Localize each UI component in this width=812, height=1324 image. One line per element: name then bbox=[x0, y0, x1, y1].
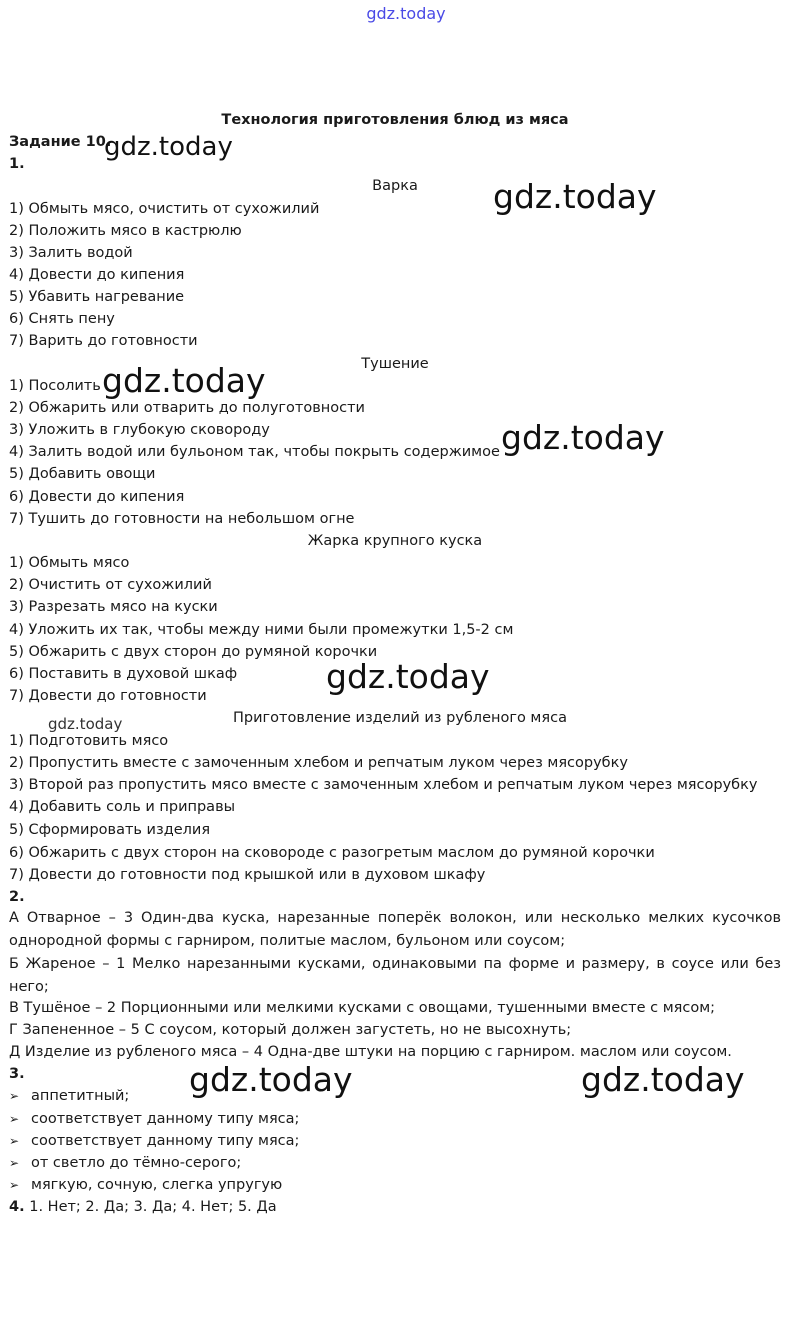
list-item bbox=[9, 1108, 299, 1130]
answer-4-text: 1. Нет; 2. Да; 3. Да; 4. Нет; 5. Да bbox=[29, 1199, 277, 1215]
question-2-label: 2. bbox=[9, 889, 25, 905]
list-item: 3) Залить водой bbox=[9, 245, 133, 261]
list-item: 3) Второй раз пропустить мясо вместе с замоченным хлебом и репчатым луком через мясорубку bbox=[9, 777, 758, 793]
page-title: Технология приготовления блюд из мяса bbox=[221, 112, 569, 128]
answer-2-a: А Отварное – 3 Один-два куска, нарезанные поперёк волокон, или несколько мелких кусочков однородной формы с гарниром, политые маслом, бульоном или соусом; bbox=[9, 910, 781, 949]
section-heading-boiling: Варка bbox=[372, 178, 418, 194]
bullet-text: от светло до тёмно-серого; bbox=[31, 1155, 242, 1171]
question-1-label: 1. bbox=[9, 156, 25, 172]
list-item bbox=[9, 1085, 129, 1107]
arrow-bullet-icon: ➢ bbox=[9, 1178, 20, 1192]
watermark: gdz.today bbox=[493, 177, 657, 216]
watermark: gdz.today bbox=[48, 715, 123, 733]
list-item: 7) Варить до готовности bbox=[9, 333, 198, 349]
bullet-text: аппетитный; bbox=[31, 1088, 130, 1104]
list-item: 6) Довести до кипения bbox=[9, 489, 185, 505]
list-item: 1) Подготовить мясо bbox=[9, 733, 169, 749]
section-heading-minced: Приготовление изделий из рубленого мяса bbox=[233, 710, 567, 726]
bullet-text: соответствует данному типу мяса; bbox=[31, 1133, 300, 1149]
list-item: 7) Тушить до готовности на небольшом огне bbox=[9, 511, 355, 527]
list-item: 1) Обмыть мясо, очистить от сухожилий bbox=[9, 201, 320, 217]
task-label: Задание 10. bbox=[9, 134, 112, 150]
list-item: 7) Довести до готовности bbox=[9, 688, 207, 704]
list-item: 4) Уложить их так, чтобы между ними были промежутки 1,5-2 см bbox=[9, 622, 514, 638]
arrow-bullet-icon: ➢ bbox=[9, 1089, 20, 1103]
list-item: 5) Сформировать изделия bbox=[9, 822, 211, 838]
list-item: 6) Поставить в духовой шкаф bbox=[9, 666, 238, 682]
section-heading-stewing: Тушение bbox=[361, 356, 429, 372]
list-item: 1) Обмыть мясо bbox=[9, 555, 130, 571]
question-4-label: 4. bbox=[9, 1199, 25, 1215]
list-item bbox=[9, 1130, 299, 1152]
question-3-label: 3. bbox=[9, 1066, 25, 1082]
watermark: gdz.today bbox=[501, 418, 665, 457]
watermark: gdz.today bbox=[104, 132, 233, 162]
list-item: 5) Добавить овощи bbox=[9, 466, 156, 482]
bullet-text: мягкую, сочную, слегка упругую bbox=[31, 1177, 283, 1193]
answer-4 bbox=[9, 1197, 277, 1217]
watermark: gdz.today bbox=[102, 361, 266, 400]
watermark: gdz.today bbox=[189, 1060, 353, 1099]
list-item: 6) Снять пену bbox=[9, 311, 115, 327]
answer-2-e: Д Изделие из рубленого мяса – 4 Одна-две штуки на порцию с гарниром. маслом или соусом. bbox=[9, 1044, 732, 1060]
top-site-link[interactable]: gdz.today bbox=[366, 4, 446, 23]
arrow-bullet-icon: ➢ bbox=[9, 1156, 20, 1170]
list-item: 4) Довести до кипения bbox=[9, 267, 185, 283]
list-item: 7) Довести до готовности под крышкой или в духовом шкафу bbox=[9, 867, 486, 883]
watermark: gdz.today bbox=[581, 1060, 745, 1099]
list-item: 2) Положить мясо в кастрюлю bbox=[9, 223, 242, 239]
list-item: 2) Обжарить или отварить до полуготовности bbox=[9, 400, 365, 416]
list-item: 2) Очистить от сухожилий bbox=[9, 577, 212, 593]
list-item: 4) Добавить соль и приправы bbox=[9, 799, 236, 815]
list-item: 6) Обжарить с двух сторон на сковороде с разогретым маслом до румяной корочки bbox=[9, 845, 655, 861]
section-heading-roasting: Жарка крупного куска bbox=[307, 533, 483, 549]
list-item: 2) Пропустить вместе с замоченным хлебом и репчатым луком через мясорубку bbox=[9, 755, 628, 771]
bullet-text: соответствует данному типу мяса; bbox=[31, 1111, 300, 1127]
list-item bbox=[9, 1174, 282, 1196]
list-item bbox=[9, 1152, 241, 1174]
list-item: 5) Обжарить с двух сторон до румяной корочки bbox=[9, 644, 378, 660]
answer-2-b: Б Жареное – 1 Мелко нарезанными кусками, одинаковыми па форме и размеру, в соусе или без него; bbox=[9, 956, 781, 995]
answer-2-c: В Тушёное – 2 Порционными или мелкими кусками с овощами, тушенными вместе с мясом; bbox=[9, 1000, 716, 1016]
list-item: 1) Посолить bbox=[9, 378, 101, 394]
list-item: 5) Убавить нагревание bbox=[9, 289, 185, 305]
arrow-bullet-icon: ➢ bbox=[9, 1134, 20, 1148]
list-item: 3) Уложить в глубокую сковороду bbox=[9, 422, 270, 438]
answer-2-d: Г Запененное – 5 С соусом, который должен загустеть, но не высохнуть; bbox=[9, 1022, 572, 1038]
watermark: gdz.today bbox=[326, 657, 490, 696]
list-item: 3) Разрезать мясо на куски bbox=[9, 599, 218, 615]
arrow-bullet-icon: ➢ bbox=[9, 1112, 20, 1126]
list-item: 4) Залить водой или бульоном так, чтобы покрыть содержимое bbox=[9, 444, 500, 460]
